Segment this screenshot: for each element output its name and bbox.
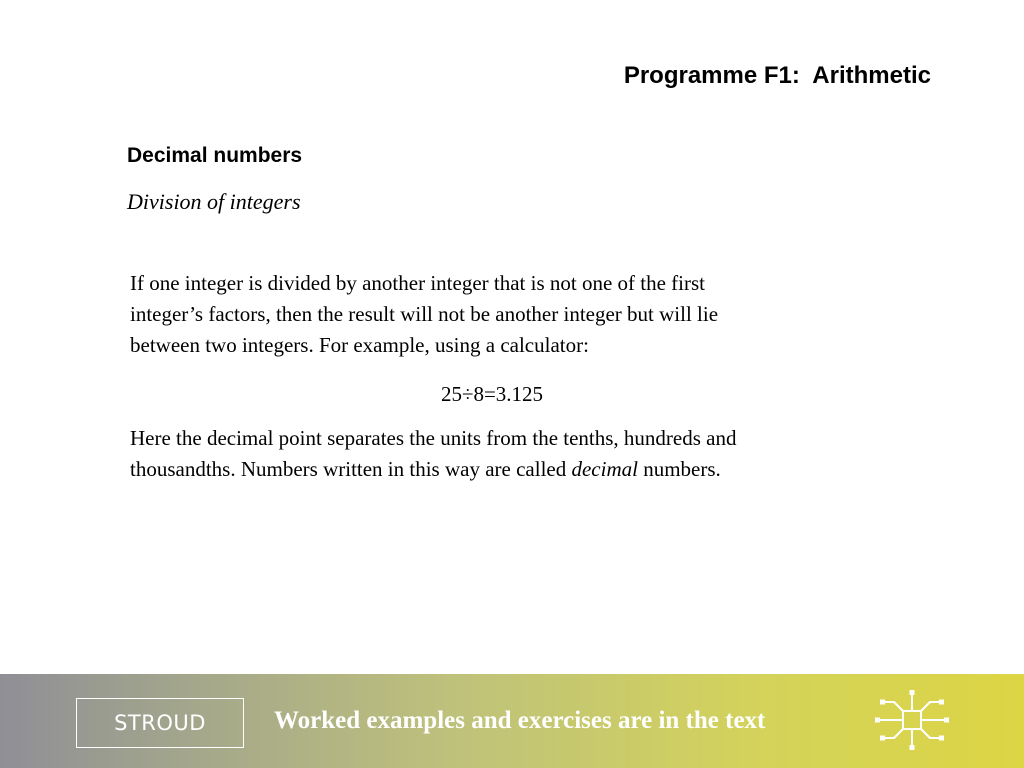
explanation-paragraph [130,423,890,485]
footer-bar [0,674,1024,768]
stroud-logo-text: STROUD [114,711,206,735]
network-icon [872,688,952,752]
programme-title: Programme F1: Arithmetic [623,62,931,89]
section-heading: Decimal numbers [127,144,303,167]
explanation-paragraph-line [130,454,890,485]
example-equation-text: 25÷8=3.125 [440,382,544,406]
intro-paragraph-line: integer’s factors, then the result will not be another integer but will lie [130,302,719,326]
explanation-paragraph-line: Here the decimal point separates the units from the tenths, hundreds and [130,426,737,450]
intro-paragraph-line: between two integers. For example, using a calculator: [130,333,589,357]
explanation-text-after: numbers. [637,457,721,481]
intro-paragraph [130,268,890,361]
stroud-logo [76,698,244,748]
decimal-emphasis: decimal [571,457,638,481]
section-subheading: Division of integers [127,189,301,214]
intro-paragraph-line: If one integer is divided by another integer that is not one of the first [130,271,706,295]
footer-note: Worked examples and exercises are in the text [274,707,766,734]
explanation-text-before: thousandths. Numbers written in this way are called [130,457,572,481]
example-equation [0,379,1024,410]
